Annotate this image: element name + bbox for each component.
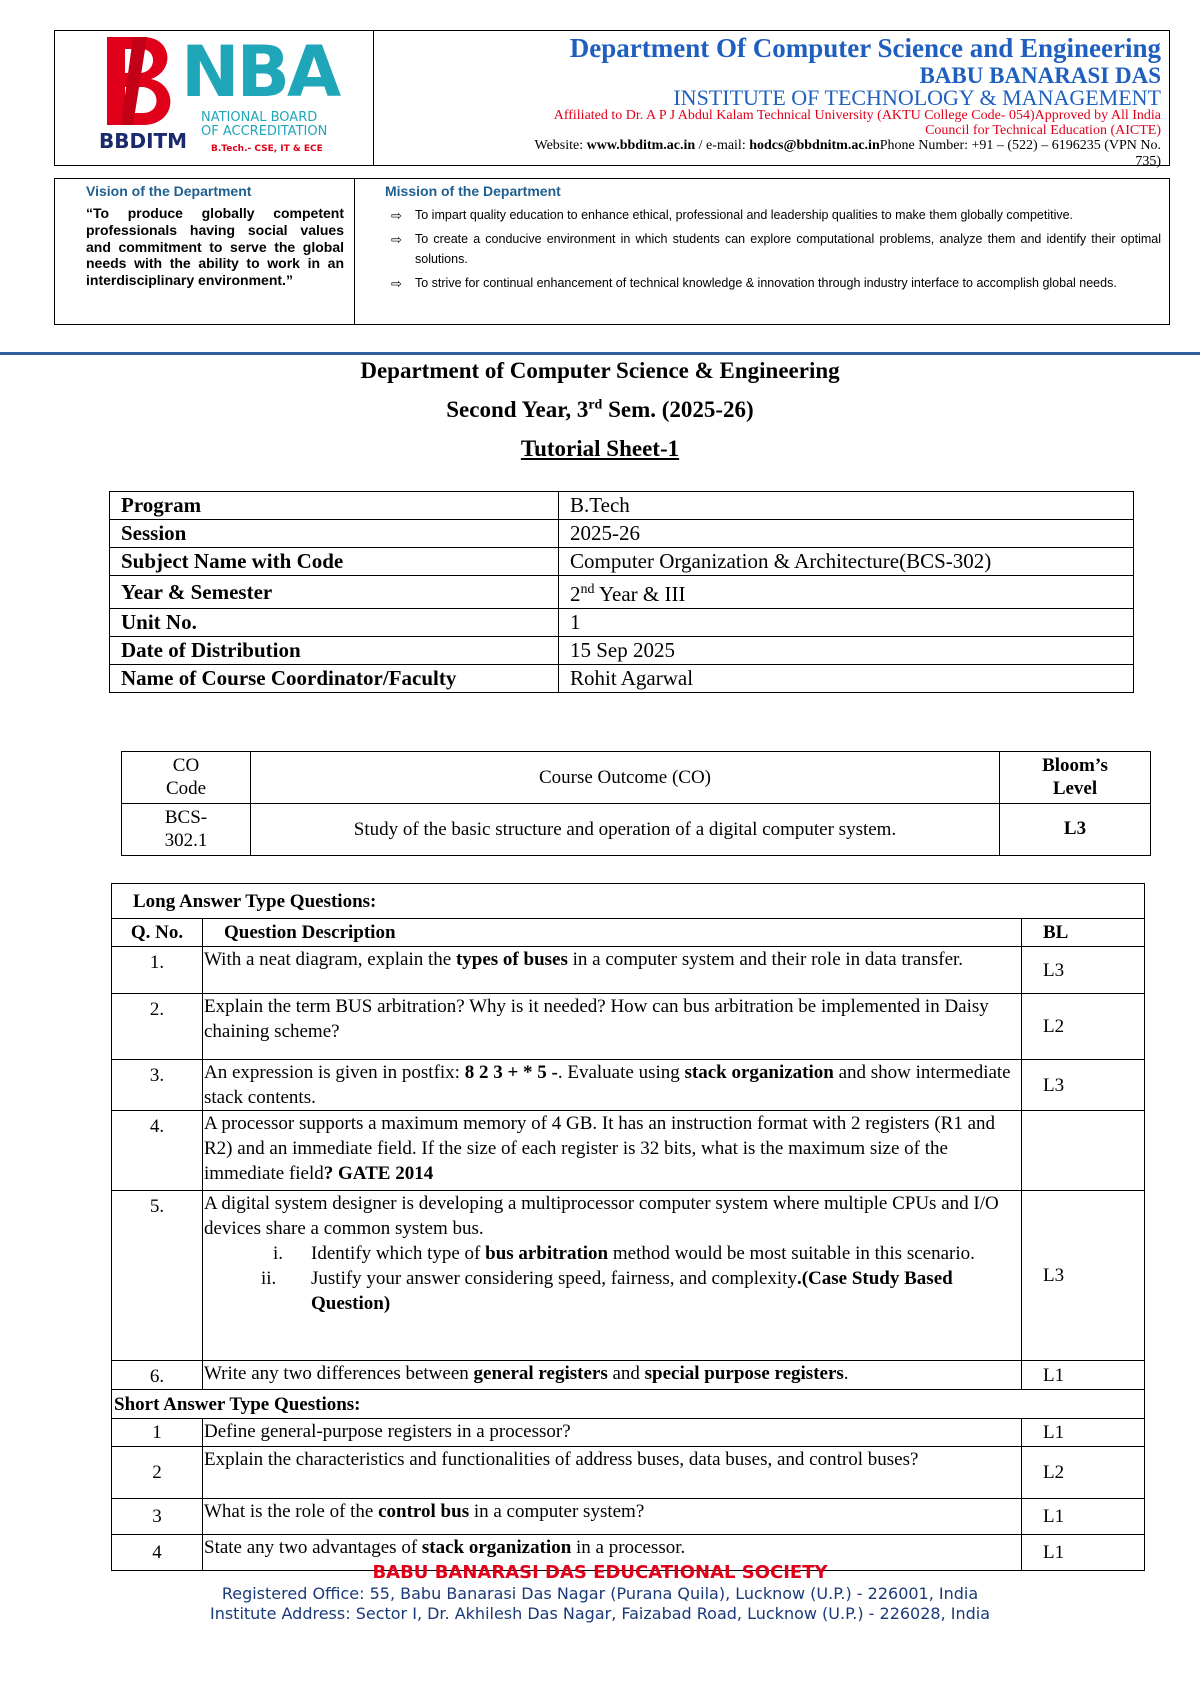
footer-institute: Institute Address: Sector I, Dr. Akhilesh Das Nagar, Faizabad Road, Lucknow (U.P.) - 226028, India bbox=[209, 1604, 991, 1623]
q5-i-b: bus arbitration bbox=[485, 1243, 609, 1264]
vision-mission-box bbox=[54, 178, 1170, 325]
bloom-level: L3 bbox=[1022, 947, 1145, 994]
q1-c: in a computer system and their role in data transfer. bbox=[567, 949, 964, 970]
mission-heading: Mission of the Department bbox=[385, 183, 561, 199]
nba-line1: NATIONAL BOARD bbox=[201, 110, 318, 125]
table-row bbox=[110, 637, 1134, 665]
mission-item bbox=[385, 229, 1161, 270]
co-code bbox=[122, 804, 251, 856]
bbditm-logo-text: BBDITM bbox=[99, 129, 188, 153]
question-number: 2 bbox=[112, 1447, 203, 1499]
dept-title: Department Of Computer Science and Engineering bbox=[569, 33, 1161, 63]
info-value: 1 bbox=[559, 609, 1134, 637]
table-row bbox=[122, 804, 1151, 856]
nba-letters: NBA bbox=[181, 31, 339, 113]
desc-header: Question Description bbox=[203, 919, 1022, 947]
question-text: Explain the term BUS arbitration? Why is it needed? How can bus arbitration be implemented in Daisy chaining scheme? bbox=[203, 994, 1022, 1060]
table-row bbox=[110, 520, 1134, 548]
table-row bbox=[112, 1419, 1145, 1447]
q5-ii-a: Justify your answer considering speed, fairness, and complexity bbox=[311, 1268, 797, 1289]
bloom-level bbox=[1022, 1111, 1145, 1191]
co-code-1: BCS- bbox=[164, 806, 208, 828]
table-row bbox=[110, 576, 1134, 609]
q3-d: stack organization bbox=[684, 1062, 834, 1083]
bloom-header bbox=[1000, 752, 1151, 804]
q6-b: general registers bbox=[473, 1363, 608, 1384]
section-row bbox=[112, 1390, 1145, 1419]
letterhead bbox=[54, 30, 1170, 169]
table-row bbox=[112, 1111, 1145, 1191]
info-key: Unit No. bbox=[110, 609, 559, 637]
s4-c: in a processor. bbox=[571, 1537, 686, 1558]
q3-c: . Evaluate using bbox=[557, 1062, 685, 1083]
nba-caption bbox=[201, 111, 327, 138]
q5-sublist bbox=[204, 1241, 1019, 1316]
vision-heading: Vision of the Department bbox=[86, 183, 252, 199]
sheet-title: Tutorial Sheet-1 bbox=[520, 436, 680, 461]
year-sup: nd bbox=[580, 582, 595, 597]
co-code-2: 302.1 bbox=[164, 829, 208, 851]
table-row bbox=[112, 947, 1145, 994]
q5-i-c: method would be most suitable in this scenario. bbox=[608, 1243, 975, 1264]
co-outcome-header: Course Outcome (CO) bbox=[251, 752, 1000, 804]
email-prefix: / e-mail: bbox=[695, 138, 750, 154]
bloom-level: L1 bbox=[1022, 1535, 1145, 1571]
bbd-name: BABU BANARASI DAS bbox=[919, 63, 1161, 88]
question-text bbox=[203, 1361, 1022, 1390]
header-divider bbox=[0, 352, 1200, 355]
question-number: 2. bbox=[112, 994, 203, 1060]
table-row bbox=[110, 609, 1134, 637]
table-row bbox=[112, 1361, 1145, 1390]
sub-number: ii. bbox=[261, 1268, 277, 1289]
q1-a: With a neat diagram, explain the bbox=[204, 949, 456, 970]
info-key: Date of Distribution bbox=[110, 637, 559, 665]
table-row bbox=[112, 1499, 1145, 1535]
question-text: Explain the characteristics and functionalities of address buses, data buses, and control buses? bbox=[203, 1447, 1022, 1499]
bloom-h2: Level bbox=[1052, 777, 1098, 799]
question-number: 5. bbox=[112, 1191, 203, 1361]
q5-ii-b: .(Case Study Based Question) bbox=[311, 1268, 953, 1314]
website-link[interactable]: www.bbditm.ac.in bbox=[586, 138, 696, 154]
bloom-level: L2 bbox=[1022, 1447, 1145, 1499]
question-text bbox=[203, 1111, 1022, 1191]
info-value: B.Tech bbox=[559, 492, 1134, 520]
q3-e: and show intermediate stack contents. bbox=[204, 1062, 1011, 1108]
affiliation-line2: Council for Technical Education (AICTE) bbox=[925, 122, 1161, 138]
header-info bbox=[374, 31, 1169, 169]
vision-section bbox=[55, 179, 355, 324]
bloom-level: L1 bbox=[1022, 1361, 1145, 1390]
mission-item bbox=[385, 205, 1161, 226]
info-key: Program bbox=[110, 492, 559, 520]
question-number: 4 bbox=[112, 1535, 203, 1571]
document-title: Department of Computer Science & Engineering bbox=[360, 358, 840, 383]
table-row bbox=[110, 492, 1134, 520]
bloom-h1: Bloom’s bbox=[1042, 754, 1108, 776]
bloom-level: L3 bbox=[1022, 1060, 1145, 1111]
long-answer-heading: Long Answer Type Questions: bbox=[112, 884, 1145, 919]
info-value: Computer Organization & Architecture(BCS-302) bbox=[559, 548, 1134, 576]
table-row bbox=[110, 548, 1134, 576]
q5-sub-item bbox=[273, 1241, 1019, 1266]
table-row bbox=[112, 1060, 1145, 1111]
table-row bbox=[112, 994, 1145, 1060]
table-header-row bbox=[122, 752, 1151, 804]
nba-programs: B.Tech.- CSE, IT & ECE bbox=[211, 144, 323, 154]
q4-b: ? GATE 2014 bbox=[323, 1163, 434, 1184]
course-outcome-table bbox=[121, 751, 1151, 856]
nba-logo bbox=[181, 31, 339, 113]
bbd-logo-icon bbox=[103, 33, 183, 129]
q3-b: 8 2 3 + * 5 - bbox=[464, 1062, 558, 1083]
document-subtitle bbox=[0, 397, 1200, 423]
mission-item bbox=[385, 273, 1161, 294]
s3-c: in a computer system? bbox=[469, 1501, 645, 1522]
co-code-header bbox=[122, 752, 251, 804]
logo-block bbox=[55, 31, 374, 165]
course-info-table bbox=[109, 491, 1134, 693]
year-post: Year & III bbox=[594, 582, 686, 606]
email-link[interactable]: hodcs@bbdnitm.ac.in bbox=[749, 138, 880, 154]
phone-line2: 735) bbox=[1135, 153, 1161, 169]
question-number: 6. bbox=[112, 1361, 203, 1390]
info-value: 2025-26 bbox=[559, 520, 1134, 548]
s4-b: stack organization bbox=[421, 1537, 572, 1558]
sub-number: i. bbox=[273, 1243, 284, 1264]
mission-item-text: To strive for continual enhancement of technical knowledge & innovation through industry interface to accomplish global needs. bbox=[415, 275, 1117, 290]
q6-e: . bbox=[843, 1363, 849, 1384]
footer-society: BABU BANARASI DAS EDUCATIONAL SOCIETY bbox=[372, 1562, 828, 1583]
questions-table bbox=[111, 883, 1145, 1571]
question-number: 3. bbox=[112, 1060, 203, 1111]
contact-line bbox=[380, 138, 1161, 153]
s3-b: control bus bbox=[378, 1501, 470, 1522]
subtitle-sup: rd bbox=[588, 397, 603, 413]
co-level: L3 bbox=[1000, 804, 1151, 856]
mission-item-text: To impart quality education to enhance ethical, professional and leadership qualities to make them globally competitive. bbox=[415, 208, 1074, 222]
qno-header: Q. No. bbox=[112, 919, 203, 947]
question-number: 1. bbox=[112, 947, 203, 994]
info-key: Session bbox=[110, 520, 559, 548]
info-value: Rohit Agarwal bbox=[559, 665, 1134, 693]
q6-c: and bbox=[607, 1363, 645, 1384]
co-outcome: Study of the basic structure and operation of a digital computer system. bbox=[251, 804, 1000, 856]
bloom-level: L1 bbox=[1022, 1499, 1145, 1535]
arrow-right-icon: ⇨ bbox=[391, 275, 402, 291]
q5-a: A digital system designer is developing a multiprocessor computer system where multiple CPUs and I/O devices share a common system bus. bbox=[204, 1193, 999, 1239]
table-row bbox=[112, 1447, 1145, 1499]
info-key: Name of Course Coordinator/Faculty bbox=[110, 665, 559, 693]
phone-line1: Phone Number: +91 – (522) – 6196235 (VPN No. bbox=[879, 138, 1161, 154]
q6-d: special purpose registers bbox=[644, 1363, 844, 1384]
question-number: 4. bbox=[112, 1111, 203, 1191]
info-key: Subject Name with Code bbox=[110, 548, 559, 576]
q6-a: Write any two differences between bbox=[204, 1363, 474, 1384]
bloom-level: L1 bbox=[1022, 1419, 1145, 1447]
subtitle-post: Sem. (2025-26) bbox=[602, 397, 754, 422]
q1-b: types of buses bbox=[455, 949, 568, 970]
footer bbox=[0, 1562, 1200, 1624]
mission-list bbox=[385, 205, 1161, 294]
info-value bbox=[559, 576, 1134, 609]
s4-a: State any two advantages of bbox=[204, 1537, 422, 1558]
institute-name: INSTITUTE OF TECHNOLOGY & MANAGEMENT bbox=[673, 85, 1161, 110]
vision-text: “To produce globally competent professionals having social values and commitment to serve the global needs with the ability to work in an interdisciplinary environment.” bbox=[86, 205, 344, 289]
subtitle-pre: Second Year, 3 bbox=[446, 397, 589, 422]
co-code-h2: Code bbox=[165, 777, 207, 799]
question-number: 3 bbox=[112, 1499, 203, 1535]
arrow-right-icon: ⇨ bbox=[391, 231, 402, 247]
q5-i-a: Identify which type of bbox=[311, 1243, 486, 1264]
short-answer-heading: Short Answer Type Questions: bbox=[112, 1390, 1145, 1419]
s3-a: What is the role of the bbox=[204, 1501, 379, 1522]
year-pre: 2 bbox=[570, 582, 581, 606]
table-row bbox=[110, 665, 1134, 693]
mission-item-text: To create a conducive environment in which students can explore computational problems, analyze them and identify their optimal solutions. bbox=[415, 231, 1161, 267]
mission-section bbox=[355, 179, 1169, 324]
q5-sub-item bbox=[261, 1266, 1019, 1316]
question-text bbox=[203, 1060, 1022, 1111]
website-prefix: Website: bbox=[534, 138, 587, 154]
affiliation-line1: Affiliated to Dr. A P J Abdul Kalam Technical University (AKTU College Code- 054)Approved by All India bbox=[553, 108, 1161, 123]
q4-a: A processor supports a maximum memory of 4 GB. It has an instruction format with 2 registers (R1 and R2) and an immediate field. If the size of each register is 32 bits, what is the maximum size of the immediate field bbox=[204, 1113, 996, 1184]
question-number: 1 bbox=[112, 1419, 203, 1447]
info-value: 15 Sep 2025 bbox=[559, 637, 1134, 665]
question-text bbox=[203, 1499, 1022, 1535]
nba-line2: OF ACCREDITATION bbox=[201, 123, 328, 139]
info-key: Year & Semester bbox=[110, 576, 559, 609]
bloom-level: L3 bbox=[1022, 1191, 1145, 1361]
question-text: Define general-purpose registers in a processor? bbox=[203, 1419, 1022, 1447]
q3-a: An expression is given in postfix: bbox=[204, 1062, 465, 1083]
question-text bbox=[203, 947, 1022, 994]
bloom-level: L2 bbox=[1022, 994, 1145, 1060]
arrow-right-icon: ⇨ bbox=[391, 208, 402, 223]
footer-registered: Registered Office: 55, Babu Banarasi Das Nagar (Purana Quila), Lucknow (U.P.) - 226001, India bbox=[221, 1584, 979, 1603]
bl-header: BL bbox=[1022, 919, 1145, 947]
co-code-h1: CO bbox=[172, 754, 200, 776]
question-text bbox=[203, 1191, 1022, 1361]
section-row bbox=[112, 884, 1145, 919]
table-header-row bbox=[112, 919, 1145, 947]
table-row bbox=[112, 1191, 1145, 1361]
